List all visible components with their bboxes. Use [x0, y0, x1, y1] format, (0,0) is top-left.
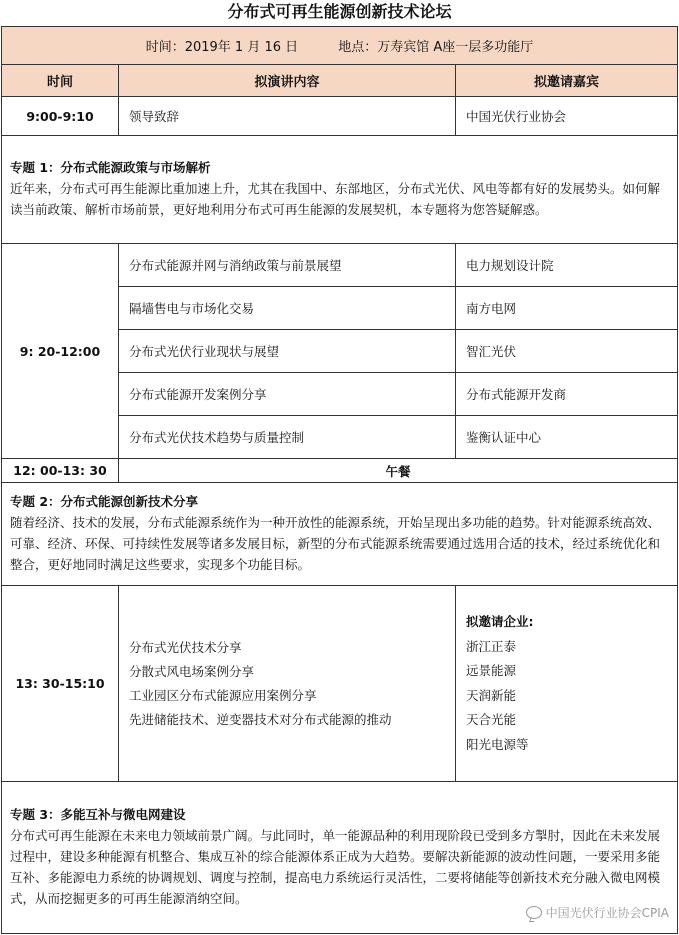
event-location: 地点：万寿宾馆 A座一层多功能厅	[338, 40, 534, 55]
header-time: 时间	[2, 65, 119, 97]
topic2-time: 13: 30-15:10	[2, 586, 119, 782]
topic3-title: 专题 3：多能互补与微电网建设	[10, 807, 186, 822]
list-item: 天合光能	[466, 712, 517, 727]
opening-content: 领导致辞	[119, 97, 456, 136]
header-content: 拟演讲内容	[119, 65, 456, 97]
page-title: 分布式可再生能源创新技术论坛	[227, 2, 452, 21]
topic2-row	[2, 483, 678, 586]
session-content: 隔墙售电与市场化交易	[119, 287, 456, 330]
topic3-description: 分布式可再生能源在未来电力领域前景广阔。与此同时，单一能源品种的利用现阶段已受到多方掣肘，因此在未来发展过程中，建设多种能源有机整合、集成互补的综合能源体系正成为大趋势。要解决新能源的波动性问题，一要采用多能互补、多能源电力系统的协调规划、调度与控制，提高电力系统运行灵活性，二要将储能等创新技术充分融入微电网模式，从而挖掘更多的可再生能源消纳空间。	[10, 828, 661, 906]
session-content: 分布式光伏行业现状与展望	[119, 330, 456, 373]
topic1-title: 专题 1：分布式能源政策与市场解析	[10, 160, 211, 175]
agenda-table	[1, 26, 678, 934]
topic2-guest-list	[456, 586, 678, 782]
event-time: 时间：2019年 1 月 16 日	[145, 40, 299, 55]
watermark-text: 中国光伏行业协会CPIA	[545, 906, 669, 920]
session-guest: 智汇光伏	[456, 330, 678, 373]
lunch-time: 12: 00-13: 30	[2, 459, 119, 483]
topic2-session-list	[119, 586, 456, 782]
session-guest: 南方电网	[456, 287, 678, 330]
watermark	[526, 904, 669, 921]
session-guest: 电力规划设计院	[456, 244, 678, 287]
opening-row	[2, 97, 678, 136]
topic1-time: 9: 20-12:00	[2, 244, 119, 459]
topic2-title: 专题 2：分布式能源创新技术分享	[10, 494, 199, 509]
table-header	[2, 65, 678, 97]
session-content: 分布式光伏技术趋势与质量控制	[119, 416, 456, 459]
list-item: 工业园区分布式能源应用案例分享	[129, 687, 317, 703]
topic2-description: 随着经济、技术的发展，分布式能源系统作为一种开放性的能源系统，开始呈现出多功能的趋势。针对能源系统高效、可靠、经济、环保、可持续性发展等诸多发展目标，新型的分布式能源系统需要通过选用合适的技术，经过系统优化和整合，更好地同时满足这些要求，实现多个功能目标。	[10, 515, 661, 572]
lunch-label: 午餐	[119, 459, 678, 483]
topic2-sessions	[2, 586, 678, 782]
list-item: 先进储能技术、逆变器技术对分布式能源的推动	[129, 711, 392, 727]
list-item: 分布式光伏技术分享	[129, 639, 242, 655]
info-bar	[2, 27, 678, 65]
guest-list-title: 拟邀请企业:	[466, 614, 534, 629]
list-item: 远景能源	[466, 663, 517, 678]
list-item: 天润新能	[466, 687, 517, 703]
opening-guest: 中国光伏行业协会	[456, 97, 678, 136]
topic1-row	[2, 136, 678, 244]
topic1-description: 近年来，分布式可再生能源比重加速上升，尤其在我国中、东部地区，分布式光伏、风电等都有好的发展势头。如何解读当前政策、解析市场前景，更好地利用分布式可再生能源的发展契机，本专题将为您答疑解惑。	[10, 181, 661, 217]
session-content: 分布式能源开发案例分享	[119, 373, 456, 416]
header-guest: 拟邀请嘉宾	[456, 65, 678, 97]
table-row	[2, 244, 678, 287]
list-item: 分散式风电场案例分享	[129, 663, 255, 679]
session-guest: 分布式能源开发商	[456, 373, 678, 416]
list-item: 阳光电源等	[466, 736, 529, 752]
wechat-icon	[526, 906, 542, 919]
session-content: 分布式能源并网与消纳政策与前景展望	[119, 244, 456, 287]
opening-time: 9:00-9:10	[2, 97, 119, 136]
list-item: 浙江正泰	[466, 638, 517, 654]
session-guest: 鉴衡认证中心	[456, 416, 678, 459]
lunch-row	[2, 459, 678, 483]
